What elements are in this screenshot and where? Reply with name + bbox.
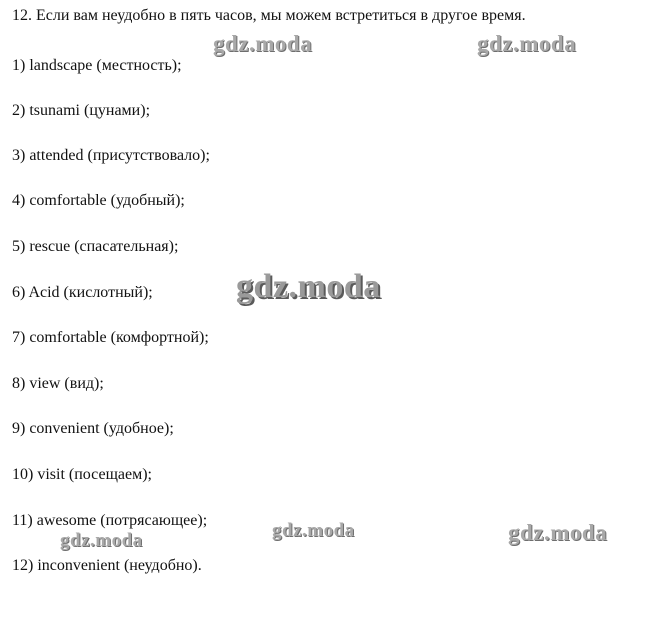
list-item: 12) inconvenient (неудобно). [12,557,202,574]
list-item: 3) attended (присутствовало); [12,147,210,164]
watermark: gdz.moda [236,268,381,305]
watermark: gdz.moda [477,31,577,56]
watermark: gdz.moda [60,530,143,551]
list-item: 5) rescue (спасательная); [12,238,179,255]
watermark: gdz.moda [213,31,313,56]
list-item: 6) Acid (кислотный); [12,284,153,301]
list-item: 11) awesome (потрясающее); [12,512,208,529]
exercise-heading: 12. Если вам неудобно в пять часов, мы можем встретиться в другое время. [12,7,526,24]
watermark: gdz.moda [508,520,608,545]
list-item: 10) visit (посещаем); [12,466,152,483]
list-item: 8) view (вид); [12,375,104,392]
list-item: 7) comfortable (комфортной); [12,329,209,346]
list-item: 9) convenient (удобное); [12,420,174,437]
list-item: 4) comfortable (удобный); [12,192,185,209]
watermark: gdz.moda [272,520,355,541]
list-item: 2) tsunami (цунами); [12,102,151,119]
list-item: 1) landscape (местность); [12,57,182,74]
